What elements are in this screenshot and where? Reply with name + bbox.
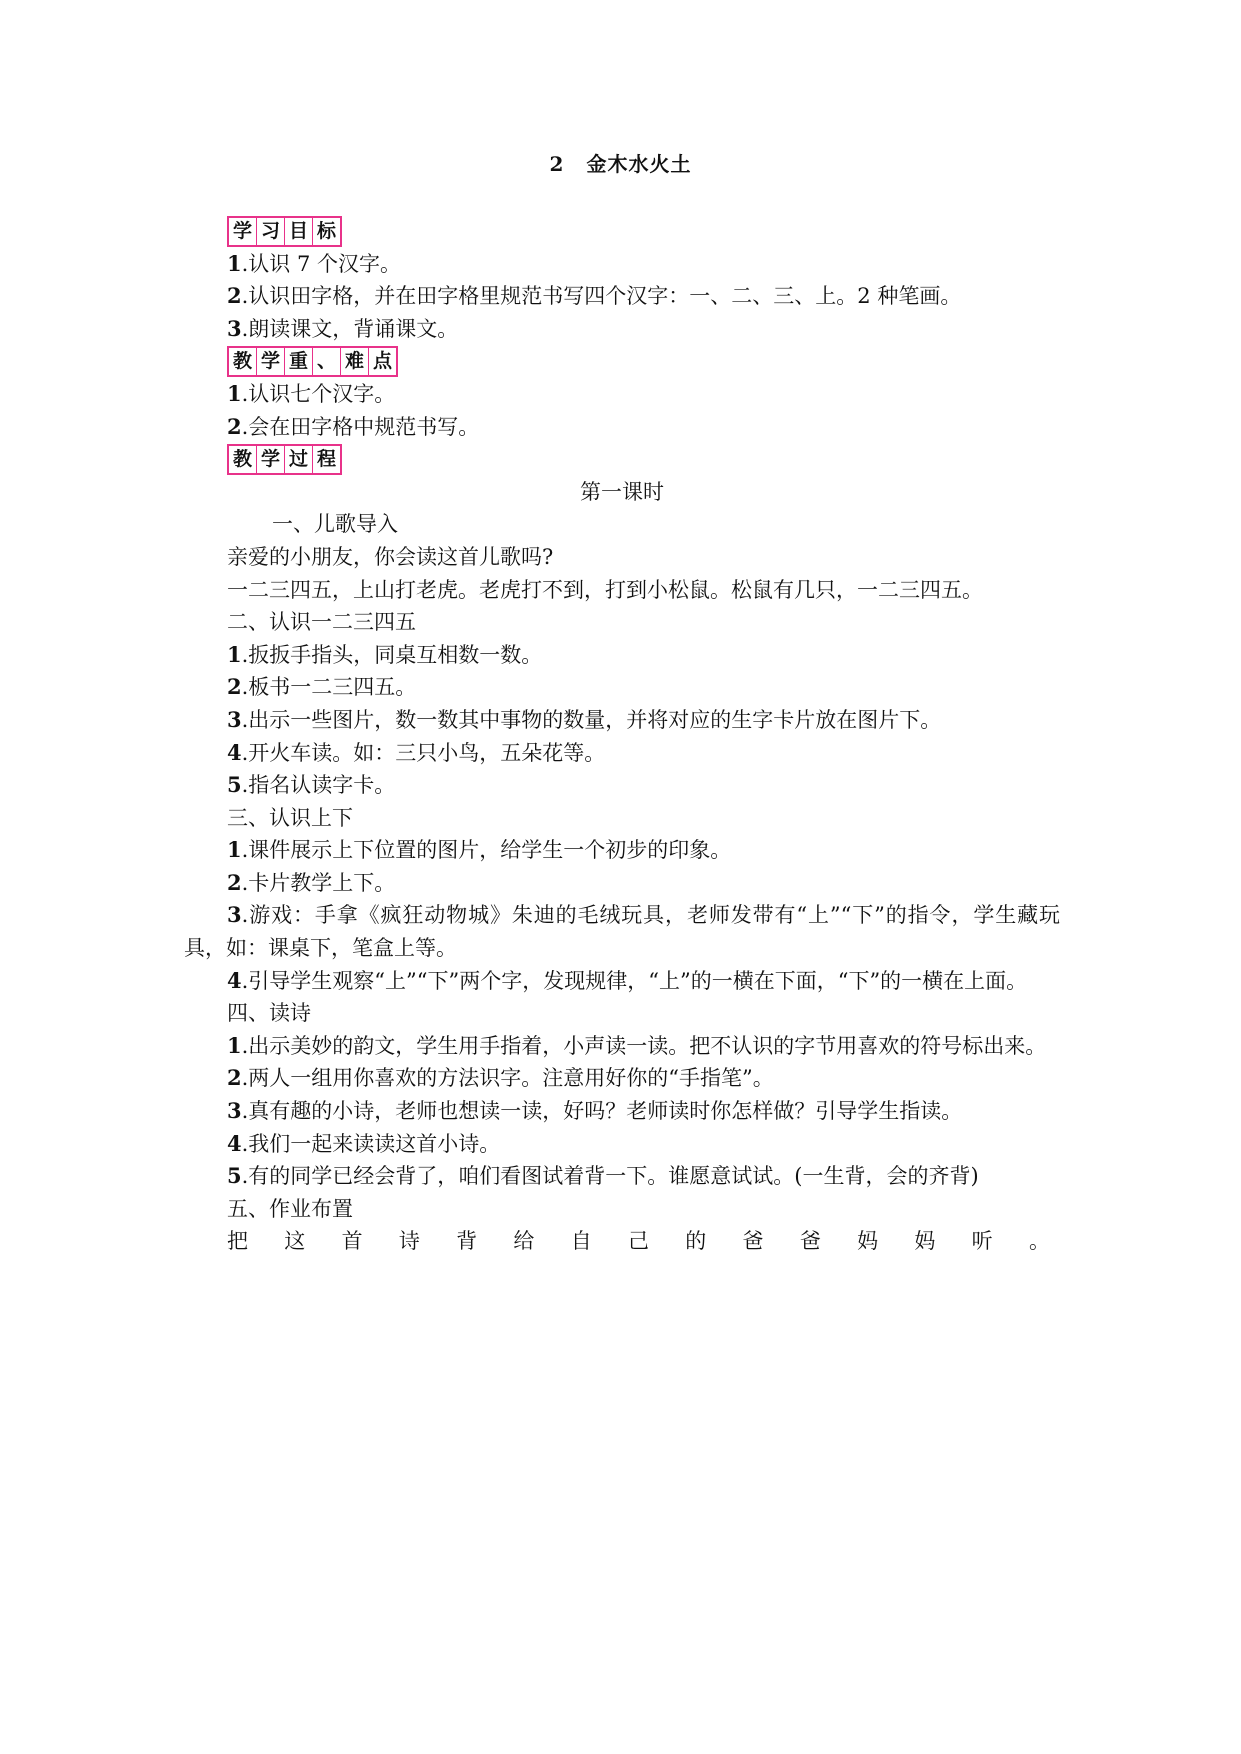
list-item [184,1128,1060,1161]
goal-item [184,313,1060,346]
label-char: 习 [256,218,284,245]
text-span: 己 [627,1229,649,1254]
list-item [184,834,1060,867]
section-label-keypoints [184,345,1060,378]
text-span: 给 [513,1229,535,1254]
text-span: 3 [227,1098,242,1124]
label-char: 点 [368,348,396,375]
list-item [184,737,1060,770]
list-item [184,867,1060,900]
text-span: 这 [284,1229,306,1254]
label-box [227,346,398,377]
label-char: 教 [229,348,256,375]
label-char: 难 [340,348,368,375]
label-char: 学 [229,218,256,245]
list-item [184,899,1060,964]
label-char: 程 [312,446,340,473]
keypoint-item [184,378,1060,411]
text-span: 1 [227,1032,242,1058]
text-span: .出示一些图片，数一数其中事物的数量，并将对应的生字卡片放在图片下。 [241,707,942,732]
text-span: 4 [227,739,242,765]
text-span: 自 [570,1229,592,1254]
text-span: .认识七个汉字。 [241,381,396,406]
text-span: 的 [685,1229,707,1254]
text-span: .会在田字格中规范书写。 [241,414,480,439]
text-span: 1 [227,641,242,667]
text-span: .扳扳手指头，同桌互相数一数。 [241,642,543,667]
label-char: 过 [284,446,312,473]
text-span: 1 [227,380,242,406]
list-item [184,639,1060,672]
lesson-heading [0,148,1241,177]
text-span: 爸 [799,1229,821,1254]
text-span: 5 [227,772,242,798]
text-span: 3 [227,706,242,732]
label-char: 重 [284,348,312,375]
label-char: 教 [229,446,256,473]
text-span: 2 [227,413,242,439]
list-item [184,704,1060,737]
section-title: 五、作业布置 [227,1196,353,1221]
section-label-goals [184,215,1060,248]
list-item [184,1062,1060,1095]
text-span: 1 [227,837,242,863]
text-span: .课件展示上下位置的图片，给学生一个初步的印象。 [241,838,732,863]
section-title: 一、儿歌导入 [272,512,398,537]
label-char: 目 [284,218,312,245]
keypoint-item [184,411,1060,444]
text-span: 2 [227,1065,242,1091]
text-span: 把 [227,1229,248,1254]
list-item [184,1095,1060,1128]
label-char: 、 [312,348,340,375]
text-span: .两人一组用你喜欢的方法识字。注意用好你的“手指笔”。 [241,1066,774,1091]
text-span: .我们一起来读读这首小诗。 [241,1131,501,1156]
lesson-name: 金木水火土 [586,152,692,176]
text-span: .卡片教学上下。 [241,870,396,895]
text-span: 背 [456,1229,478,1254]
text-span: 3 [227,315,242,341]
section-title: 三、认识上下 [227,805,353,830]
text-span: .游戏：手拿《疯狂动物城》朱迪的毛绒玩具，老师发带有“上”“下”的指令，学生藏玩具，如：课桌下，笔盒上等。 [184,903,1060,961]
goal-item [184,248,1060,281]
paragraph: 一二三四五，上山打老虎。老虎打不到，打到小松鼠。松鼠有几只，一二三四五。 [227,577,983,602]
label-box [227,444,342,475]
text-span: .引导学生观察“上”“下”两个字，发现规律，“上”的一横在下面，“下”的一横在上面。 [241,968,1028,993]
list-item [184,769,1060,802]
text-span: 妈 [914,1229,936,1254]
text-span: 2 [227,869,242,895]
text-span: .有的同学已经会背了，咱们看图试着背一下。谁愿意试试。(一生背，会的齐背) [241,1164,979,1189]
section-title: 四、读诗 [227,1001,311,1026]
list-item [184,1030,1060,1063]
text-span: 。 [1028,1229,1050,1254]
text-span: 3 [227,902,242,928]
label-char: 标 [312,218,340,245]
text-span: 1 [227,250,242,276]
text-span: .认识 7 个汉字。 [241,251,402,276]
text-span: .板书一二三四五。 [241,675,417,700]
goal-item [184,280,1060,313]
text-span: .指名认读字卡。 [241,773,396,798]
text-span: .真有趣的小诗，老师也想读一读，好吗？老师读时你怎样做？引导学生指读。 [241,1099,963,1124]
label-char: 学 [256,348,284,375]
text-span: 妈 [857,1229,879,1254]
text-span: .认识田字格，并在田字格里规范书写四个汉字：一、二、三、上。2 种笔画。 [241,284,962,309]
text-span: .朗读课文，背诵课文。 [241,316,459,341]
label-box [227,216,342,247]
text-span: .出示美妙的韵文，学生用手指着，小声读一读。把不认识的字节用喜欢的符号标出来。 [241,1033,1047,1058]
lesson-period-title: 第一课时 [580,479,664,504]
text-span: 爸 [742,1229,764,1254]
text-span: 诗 [398,1229,420,1254]
list-item [184,671,1060,704]
list-item [184,965,1060,998]
document-body [184,215,1060,1258]
text-span: .开火车读。如：三只小鸟，五朵花等。 [241,740,606,765]
lesson-number: 2 [549,152,565,176]
text-span: 4 [227,1130,242,1156]
text-span: 4 [227,967,242,993]
label-char: 学 [256,446,284,473]
text-span: 2 [227,283,242,309]
text-span: 听 [971,1229,993,1254]
text-span: 5 [227,1163,242,1189]
list-item [184,1160,1060,1193]
paragraph: 亲爱的小朋友，你会读这首儿歌吗? [227,544,554,569]
section-label-process [184,443,1060,476]
text-span: 2 [227,674,242,700]
section-title: 二、认识一二三四五 [227,610,416,635]
homework-line [184,1225,1060,1258]
text-span: 首 [341,1229,363,1254]
